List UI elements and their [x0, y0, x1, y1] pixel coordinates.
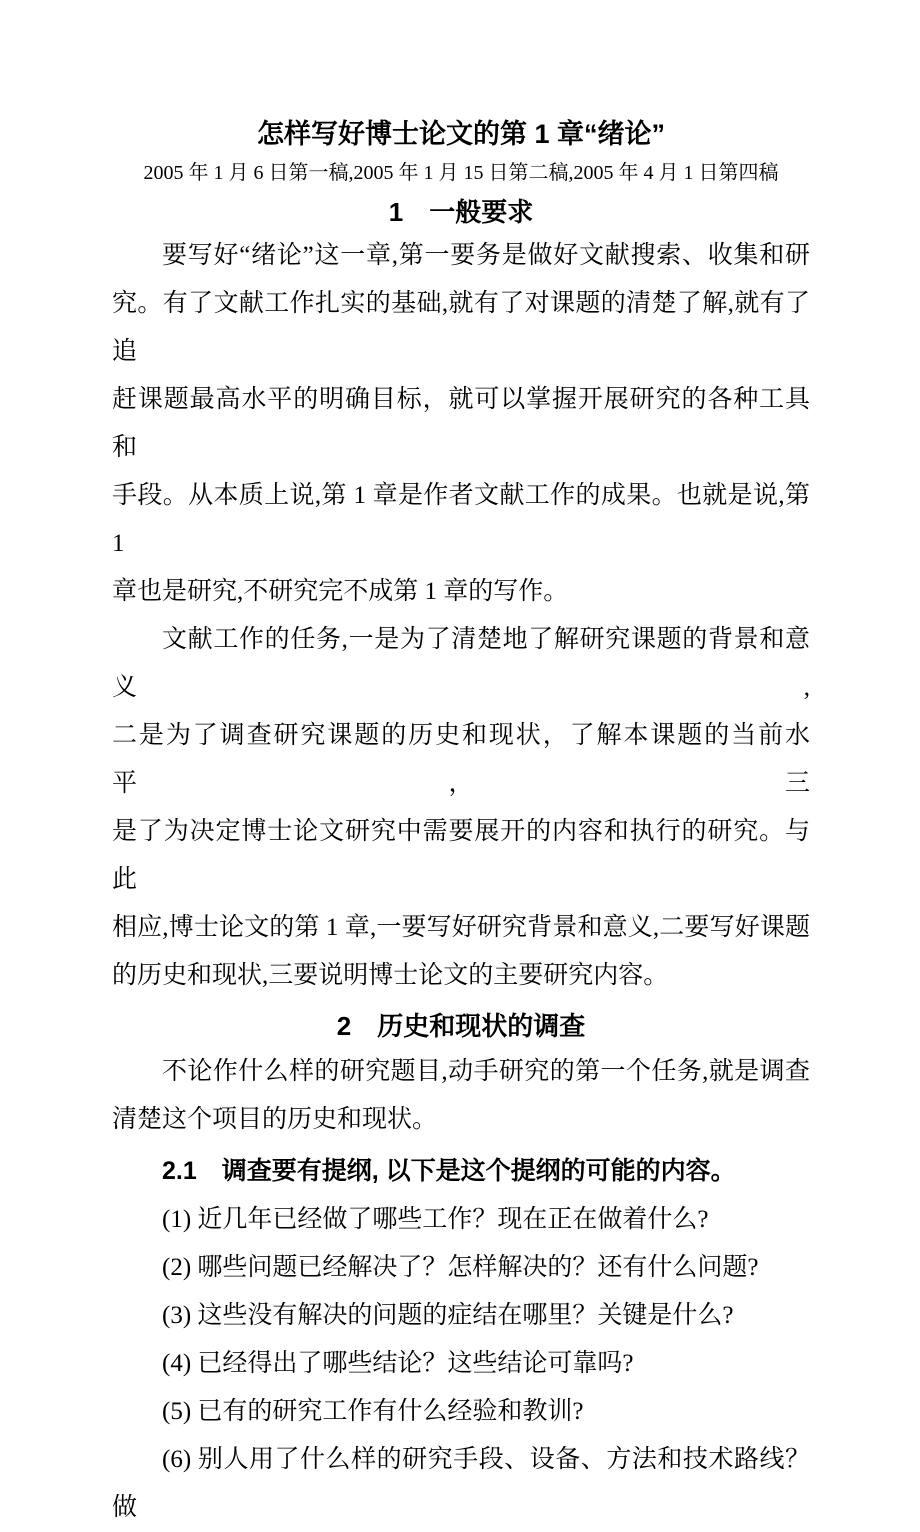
- question-list: [112, 1196, 810, 1532]
- paragraph-line: 赶课题最高水平的明确目标，就可以掌握开展研究的各种工具和: [112, 386, 810, 461]
- paragraph-line: 手段。从本质上说,第 1 章是作者文献工作的成果。也就是说,第 1: [112, 482, 810, 557]
- revision-note: 2005 年 1 月 6 日第一稿,2005 年 1 月 15 日第二稿,2005 年 4 月 1 日第四稿: [143, 162, 779, 184]
- paragraph-line: 相应,博士论文的第 1 章,一要写好研究背景和意义,二要写好课题: [112, 914, 810, 941]
- document-title: 怎样写好博士论文的第 1 章“绪论”: [256, 119, 666, 149]
- paragraph-line: 的历史和现状,三要说明博士论文的主要研究内容。: [112, 962, 669, 989]
- paragraph-line: 不论作什么样的研究题目,动手研究的第一个任务,就是调查: [162, 1058, 810, 1085]
- paragraph-line: 要写好“绪论”这一章,第一要务是做好文献搜索、收集和研: [162, 242, 810, 269]
- list-item: (2) 哪些问题已经解决了？怎样解决的？还有什么问题?: [162, 1254, 759, 1281]
- paragraph-2: [112, 616, 810, 1000]
- paragraph-line: 清楚这个项目的历史和现状。: [112, 1106, 438, 1133]
- paragraph-line: 究。有了文献工作扎实的基础,就有了对课题的清楚了解,就有了追: [112, 290, 810, 365]
- paragraph-line: 是了为决定博士论文研究中需要展开的内容和执行的研究。与此: [112, 818, 810, 893]
- paragraph-1: [112, 232, 810, 616]
- paragraph-line: 文献工作的任务,一是为了清楚地了解研究课题的背景和意义,: [112, 626, 810, 701]
- paragraph-line: 二是为了调查研究课题的历史和现状，了解本课题的当前水平，三: [112, 722, 810, 797]
- list-item: (1) 近几年已经做了哪些工作？现在正在做着什么?: [162, 1206, 709, 1233]
- section-2-heading: 2 历史和现状的调查: [336, 1011, 586, 1041]
- section-1-heading: 1 一般要求: [388, 197, 534, 227]
- list-item: (6) 别人用了什么样的研究手段、设备、方法和技术路线？做: [112, 1446, 810, 1521]
- list-item: (3) 这些没有解决的问题的症结在哪里？关键是什么?: [162, 1302, 734, 1329]
- subsection-2-1-heading: 2.1 调查要有提纲, 以下是这个提纲的可能的内容。: [162, 1157, 736, 1185]
- list-item: (4) 已经得出了哪些结论？这些结论可靠吗?: [162, 1350, 634, 1377]
- paragraph-line: 章也是研究,不研究完不成第 1 章的写作。: [112, 578, 569, 605]
- list-item: (5) 已有的研究工作有什么经验和教训?: [162, 1398, 584, 1425]
- paragraph-3: [112, 1048, 810, 1144]
